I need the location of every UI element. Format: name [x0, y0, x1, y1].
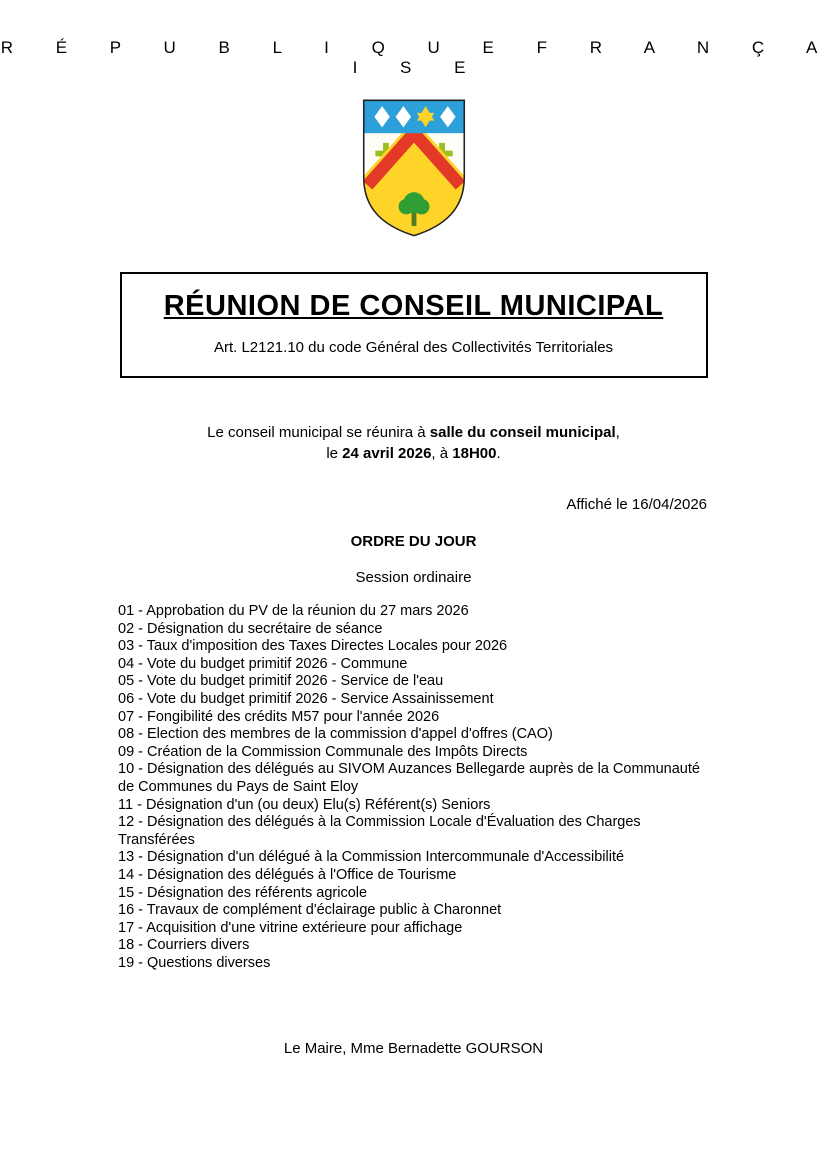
agenda-item: 08 - Election des membres de la commission d'appel d'offres (CAO) — [118, 726, 553, 743]
republic-header: R É P U B L I Q U E F R A N Ç A I S E — [0, 38, 827, 77]
mayor-signature: Le Maire, Mme Bernadette GOURSON — [283, 1040, 544, 1058]
title-subtitle: Art. L2121.10 du code Général des Collectivités Territoriales — [213, 339, 614, 356]
agenda-item: 01 - Approbation du PV de la réunion du 27 mars 2026 — [118, 603, 469, 619]
meeting-line2-suffix: . — [496, 445, 501, 462]
meeting-line1-suffix: , — [615, 424, 620, 441]
meeting-line2-mid: , à — [431, 445, 453, 462]
session-type: Session ordinaire — [355, 569, 472, 586]
agenda-item: 05 - Vote du budget primitif 2026 - Service de l'eau — [118, 673, 444, 690]
agenda-item: 02 - Désignation du secrétaire de séance — [118, 620, 383, 637]
agenda-item: 06 - Vote du budget primitif 2026 - Service Assainissement — [118, 690, 494, 707]
agenda-item: 18 - Courriers divers — [118, 937, 250, 954]
meeting-place: salle du conseil municipal — [429, 424, 616, 441]
agenda-item: 04 - Vote du budget primitif 2026 - Commune — [118, 655, 408, 672]
posted-date: Affiché le 16/04/2026 — [566, 496, 707, 513]
agenda-item: 17 - Acquisition d'une vitrine extérieure pour affichage — [118, 919, 463, 936]
meeting-line-1 — [0, 422, 827, 443]
agenda-item: 12 - Désignation des délégués à la Commission Locale d'Évaluation des Charges Transférées — [118, 814, 641, 848]
meeting-line-2 — [0, 443, 827, 464]
emblem-container — [0, 94, 827, 240]
agenda-item: 09 - Création de la Commission Communale des Impôts Directs — [118, 743, 528, 760]
agenda-item: 10 - Désignation des délégués au SIVOM Auzances Bellegarde auprès de la Communauté de Communes du Pays de Saint Eloy — [118, 761, 700, 795]
meeting-line1-prefix: Le conseil municipal se réunira à — [207, 424, 430, 441]
agenda-item: 11 - Désignation d'un (ou deux) Elu(s) Référent(s) Seniors — [118, 796, 491, 813]
meeting-line2-prefix: le — [326, 445, 343, 462]
meeting-date: 24 avril 2026 — [342, 445, 432, 462]
title-box — [120, 272, 708, 378]
agenda-item: 13 - Désignation d'un délégué à la Commission Intercommunale d'Accessibilité — [118, 849, 625, 866]
coat-of-arms-icon — [356, 94, 472, 240]
page-title: RÉUNION DE CONSEIL MUNICIPAL — [163, 290, 664, 322]
meeting-time: 18H00 — [452, 445, 497, 462]
agenda-item: 03 - Taux d'imposition des Taxes Directes Locales pour 2026 — [118, 638, 508, 655]
agenda-list — [118, 603, 709, 972]
agenda-item: 19 - Questions diverses — [118, 954, 271, 971]
meeting-info — [0, 422, 827, 464]
agenda-item: 16 - Travaux de complément d'éclairage public à Charonnet — [118, 902, 502, 919]
agenda-item: 07 - Fongibilité des crédits M57 pour l'année 2026 — [118, 708, 440, 725]
agenda-item: 15 - Désignation des référents agricole — [118, 884, 368, 901]
agenda-item: 14 - Désignation des délégués à l'Office de Tourisme — [118, 866, 457, 883]
agenda-heading: ORDRE DU JOUR — [350, 533, 477, 550]
